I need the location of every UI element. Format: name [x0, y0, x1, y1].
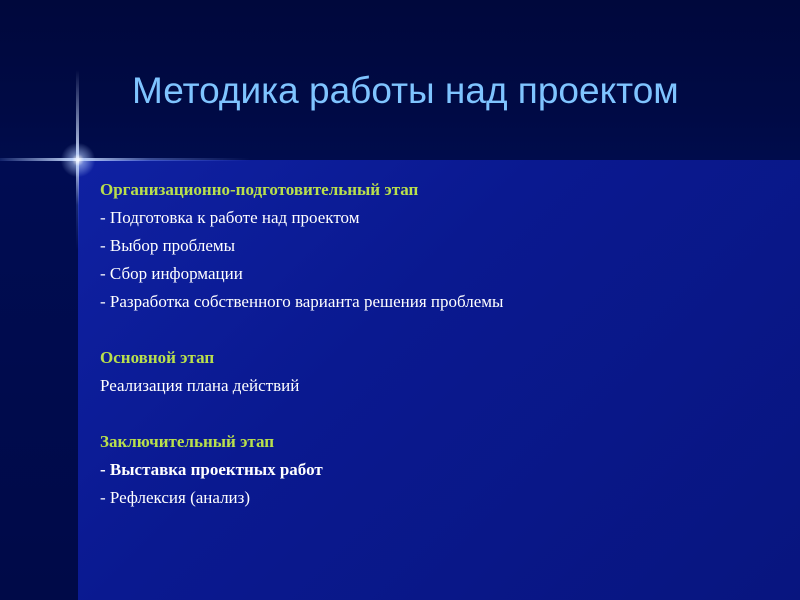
section-heading-main: Основной этап [100, 348, 215, 367]
list-item: - Выбор проблемы [100, 236, 236, 255]
section-spacer [100, 400, 780, 428]
section-heading-preparatory: Организационно-подготовительный этап [100, 180, 419, 199]
section-spacer [100, 316, 780, 344]
slide-body [100, 176, 780, 512]
list-item: - Разработка собственного варианта решения проблемы [100, 292, 504, 311]
list-item: - Подготовка к работе над проектом [100, 208, 360, 227]
list-item: - Выставка проектных работ [100, 460, 323, 479]
light-flare-horizontal [0, 158, 250, 161]
list-item: - Рефлексия (анализ) [100, 488, 251, 507]
list-item: - Сбор информации [100, 264, 243, 283]
slide-title: Методика работы над проектом [132, 70, 679, 111]
left-strip [0, 160, 78, 600]
light-flare-star-icon [60, 143, 96, 177]
section-heading-final: Заключительный этап [100, 432, 275, 451]
list-item: Реализация плана действий [100, 376, 300, 395]
